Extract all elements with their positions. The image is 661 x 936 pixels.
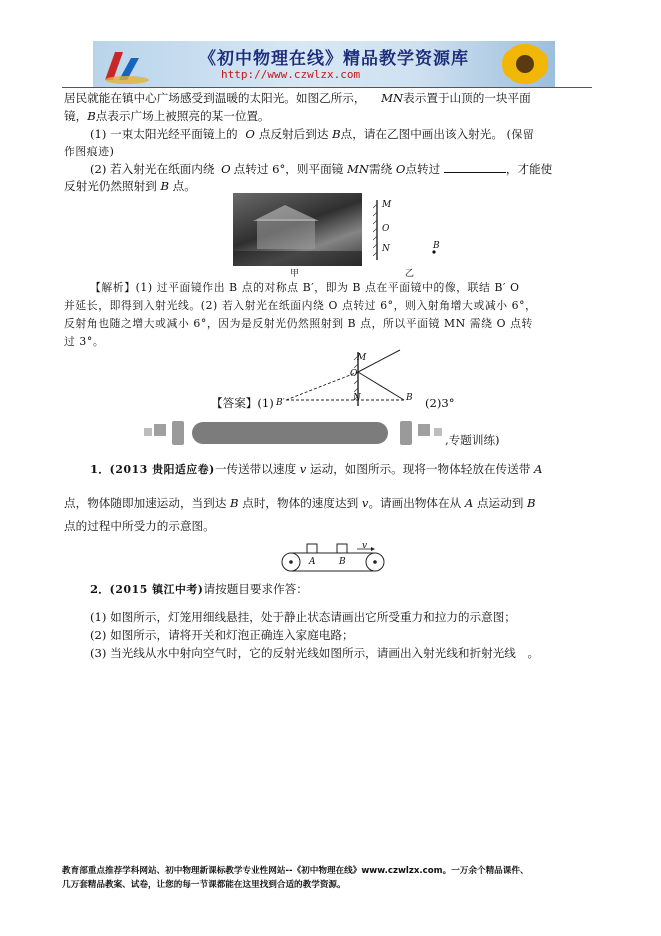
problem-2-item-3: (3) 当光线从水中射向空气时，它的反射光线如图所示，请画出入射光线和折射光线 。 — [90, 646, 540, 660]
answer-label-b-prime: B′ — [276, 398, 285, 408]
question-1-line-2: 作图痕迹) — [64, 145, 115, 158]
banner-url: http://www.czwlzx.com — [221, 68, 361, 81]
banner-title: 《初中物理在线》精品教学资源库 — [199, 49, 469, 69]
answer-label-n: N — [353, 393, 361, 403]
reflected-ray — [358, 372, 404, 400]
belt-label-v: v — [362, 541, 368, 551]
footer-line-2: 几万套精品教案、试卷，让您的每一节课都能在这里找到合适的教学资源。 — [62, 880, 346, 890]
mirror-diagram-yi — [366, 196, 446, 268]
question-1-line: (1) 一束太阳光经平面镜上的 O 点反射后到达 B点，请在乙图中画出该入射光。 (保留 — [90, 127, 535, 141]
analysis-line-4: 过 3°。 — [64, 335, 105, 348]
header-rule — [62, 87, 592, 88]
section-banner — [144, 421, 444, 447]
answer-label-o: O — [350, 369, 358, 379]
answer-label-b: B — [406, 393, 413, 403]
section-label: ,专题训练) — [445, 433, 500, 447]
block-a — [307, 544, 317, 553]
caption-yi: 乙 — [405, 269, 415, 279]
site-logo-icon — [97, 44, 151, 84]
section-bar — [192, 422, 388, 444]
answer-blank — [444, 161, 506, 173]
answer-part-2: (2)3° — [425, 396, 455, 410]
answer-label: 【答案】(1) — [211, 396, 274, 410]
answer-diagram — [262, 348, 422, 410]
label-b: B — [433, 241, 440, 251]
intro-line-1: 居民就能在镇中心广场感受到温暖的太阳光。如图乙所示， MN表示置于山顶的一块平面 — [64, 91, 531, 105]
mountain-photo — [233, 193, 362, 266]
label-m: M — [382, 200, 392, 210]
belt-label-a: A — [309, 557, 316, 567]
caption-jia: 甲 — [290, 269, 300, 279]
sunflower-icon — [491, 41, 555, 87]
problem-2-item-1: (1) 如图所示，灯笼用细线悬挂，处于静止状态请画出它所受重力和拉力的示意图； — [90, 610, 516, 624]
intro-line-2: 镜，B点表示广场上被照亮的某一位置。 — [64, 109, 270, 123]
photo-detail — [233, 193, 362, 266]
problem-2-header: 2．(2015 镇江中考)请按题目要求作答： — [90, 582, 308, 596]
analysis-line-1: 【解析】(1) 过平面镜作出 B 点的对称点 B′，即为 B 点在平面镜中的像，联结 B′ O — [90, 281, 520, 294]
label-o: O — [382, 224, 390, 234]
question-2-line-2: 反射光仍然照射到 B 点。 — [64, 179, 196, 193]
problem-1-line-1: 1．(2013 贵阳适应卷)一传送带以速度 v 运动，如图所示。现将一物体轻放在传送带 A — [90, 462, 543, 476]
analysis-line-3: 反射角也随之增大或减小 6°，因为是反射光仍然照射到 B 点，所以平面镜 MN 需绕 O 点转 — [64, 317, 533, 330]
label-n: N — [382, 244, 390, 254]
problem-2-item-2: (2) 如图所示，请将开关和灯泡正确连入家庭电路； — [90, 628, 354, 642]
header-banner — [93, 41, 555, 87]
block-b — [337, 544, 347, 553]
belt-label-b: B — [339, 557, 346, 567]
conveyor-belt-diagram — [279, 541, 389, 577]
footer-line-1: 教育部重点推荐学科网站、初中物理新课标教学专业性网站--《初中物理在线》www.czwlzx.com。一万余个精品课件、 — [62, 866, 529, 876]
extension-line — [286, 372, 358, 400]
problem-1-line-3: 点的过程中所受力的示意图。 — [64, 519, 215, 533]
answer-label-m: M — [357, 353, 367, 363]
analysis-line-2: 并延长，即得到入射光线。(2) 若入射光在纸面内绕 O 点转过 6°，则入射角增大或减小 6°， — [64, 299, 537, 312]
question-2-line: (2) 若入射光在纸面内绕 O 点转过 6°，则平面镜 MN需绕 O点转过 ，才能使 — [90, 162, 553, 176]
problem-1-line-2: 点，物体随即加速运动，当到达 B 点时，物体的速度达到 v。请画出物体在从 A 点运动到 B — [64, 496, 536, 510]
